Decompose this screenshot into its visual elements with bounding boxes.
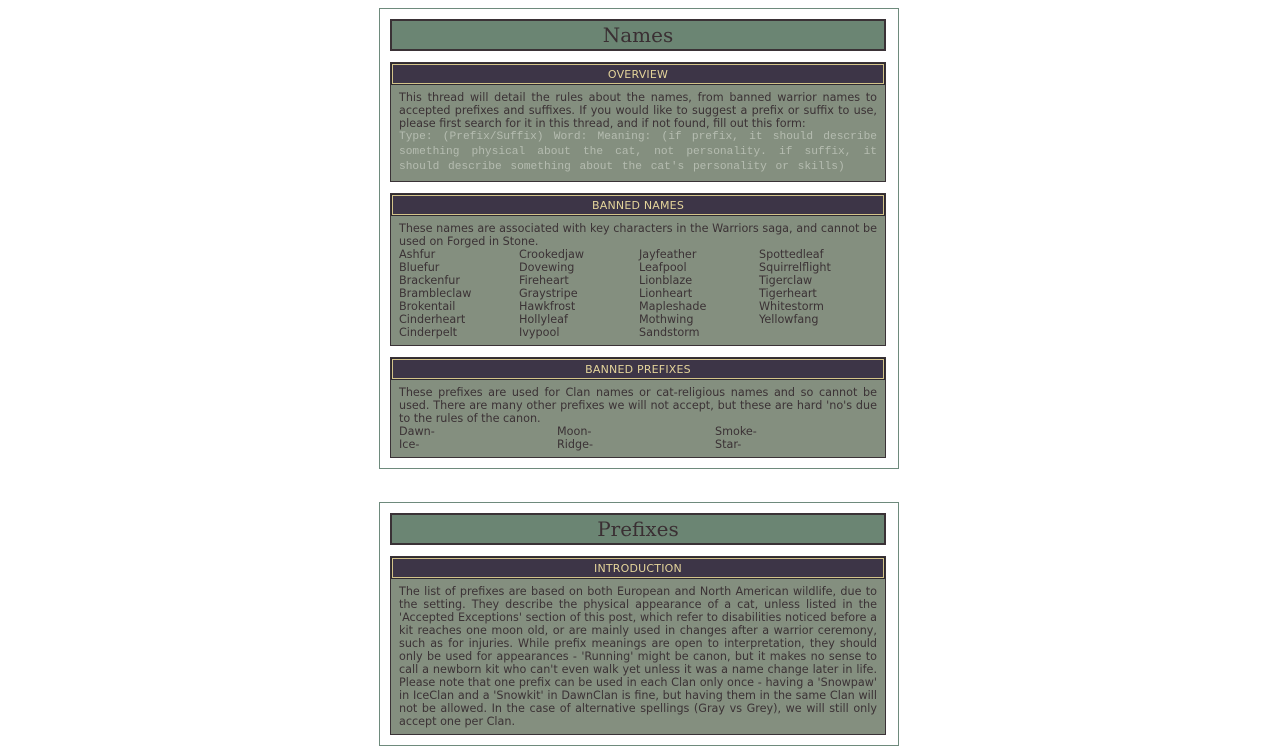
banned-prefixes-section	[390, 357, 886, 458]
list-item: Hawkfrost	[519, 300, 576, 313]
list-item: Cinderpelt	[399, 326, 458, 339]
introduction-text: The list of prefixes are based on both European and North American wildlife, due to the setting. They describe the physical appearance of a cat, unless listed in the 'Accepted Exceptions' section of this post, which refer to disabilities noticed before a kit reaches one moon old, or are mainly used in changes after a warrior ceremony, such as for injuries. While prefix meanings are open to interpretation, they should only be used for appearances - 'Running' might be canon, but it makes no sense to call a newborn kit who can't even walk yet unless it was a name change later in life. Please note that one prefix can be used in each Clan only once - having a 'Snowpaw' in IceClan and a 'Snowkit' in DawnClan is fine, but having them in the same Clan will not be allowed. In the case of alternative spellings (Gray vs Grey), we will still only accept one per Clan.	[399, 585, 877, 728]
list-item: Hollyleaf	[519, 313, 568, 326]
list-item: Spottedleaf	[759, 248, 824, 261]
list-item: Lionblaze	[639, 274, 693, 287]
banned-names-heading: BANNED NAMES	[391, 194, 885, 216]
list-item: Smoke-	[715, 425, 757, 438]
list-item: Ridge-	[557, 438, 594, 451]
banned-names-section	[390, 193, 886, 346]
list-item: Tigerheart	[759, 287, 817, 300]
banned-prefixes-text: These prefixes are used for Clan names or cat-religious names and so cannot be used. There are many other prefixes we will not accept, but these are hard 'no's due to the rules of the canon.	[399, 386, 877, 425]
list-item: Leafpool	[639, 261, 687, 274]
list-item: Fireheart	[519, 274, 569, 287]
list-item: Brambleclaw	[399, 287, 472, 300]
list-item: Dovewing	[519, 261, 575, 274]
list-item: Graystripe	[519, 287, 578, 300]
overview-text: This thread will detail the rules about the names, from banned warrior names to accepted prefixes and suffixes. If you would like to suggest a prefix or suffix to use, please first search for it in this thread, and if not found, fill out this form:	[399, 91, 877, 130]
list-item: Brackenfur	[399, 274, 460, 287]
list-item: Mapleshade	[639, 300, 707, 313]
list-item: Cinderheart	[399, 313, 466, 326]
prefixes-title: Prefixes	[390, 513, 886, 545]
overview-section	[390, 62, 886, 182]
list-item	[759, 326, 879, 339]
suggestion-form-template: Type: (Prefix/Suffix) Word: Meaning: (if prefix, it should describe something physical about the cat, not personality. if suffix, it should describe something about the cat's personality or skills)	[399, 131, 877, 173]
banned-prefixes-heading: BANNED PREFIXES	[391, 358, 885, 380]
introduction-heading: INTRODUCTION	[391, 557, 885, 579]
names-title: Names	[390, 19, 886, 51]
list-item: Ivypool	[519, 326, 560, 339]
list-item: Whitestorm	[759, 300, 824, 313]
banned-names-text: These names are associated with key characters in the Warriors saga, and cannot be used on Forged in Stone.	[399, 222, 877, 248]
introduction-section	[390, 556, 886, 735]
list-item: Moon-	[557, 425, 592, 438]
list-item: Tigerclaw	[759, 274, 813, 287]
list-item: Dawn-	[399, 425, 435, 438]
list-item: Ice-	[399, 438, 420, 451]
list-item: Brokentail	[399, 300, 456, 313]
names-card	[379, 8, 899, 469]
list-item: Star-	[715, 438, 742, 451]
list-item: Bluefur	[399, 261, 440, 274]
list-item: Ashfur	[399, 248, 436, 261]
list-item: Squirrelflight	[759, 261, 831, 274]
list-item: Lionheart	[639, 287, 693, 300]
banned-prefixes-list	[399, 425, 877, 451]
list-item: Mothwing	[639, 313, 694, 326]
list-item: Crookedjaw	[519, 248, 585, 261]
banned-names-list	[399, 248, 877, 339]
list-item: Jayfeather	[639, 248, 697, 261]
list-item: Sandstorm	[639, 326, 700, 339]
list-item: Yellowfang	[759, 313, 819, 326]
prefixes-card	[379, 502, 899, 746]
overview-heading: OVERVIEW	[391, 63, 885, 85]
